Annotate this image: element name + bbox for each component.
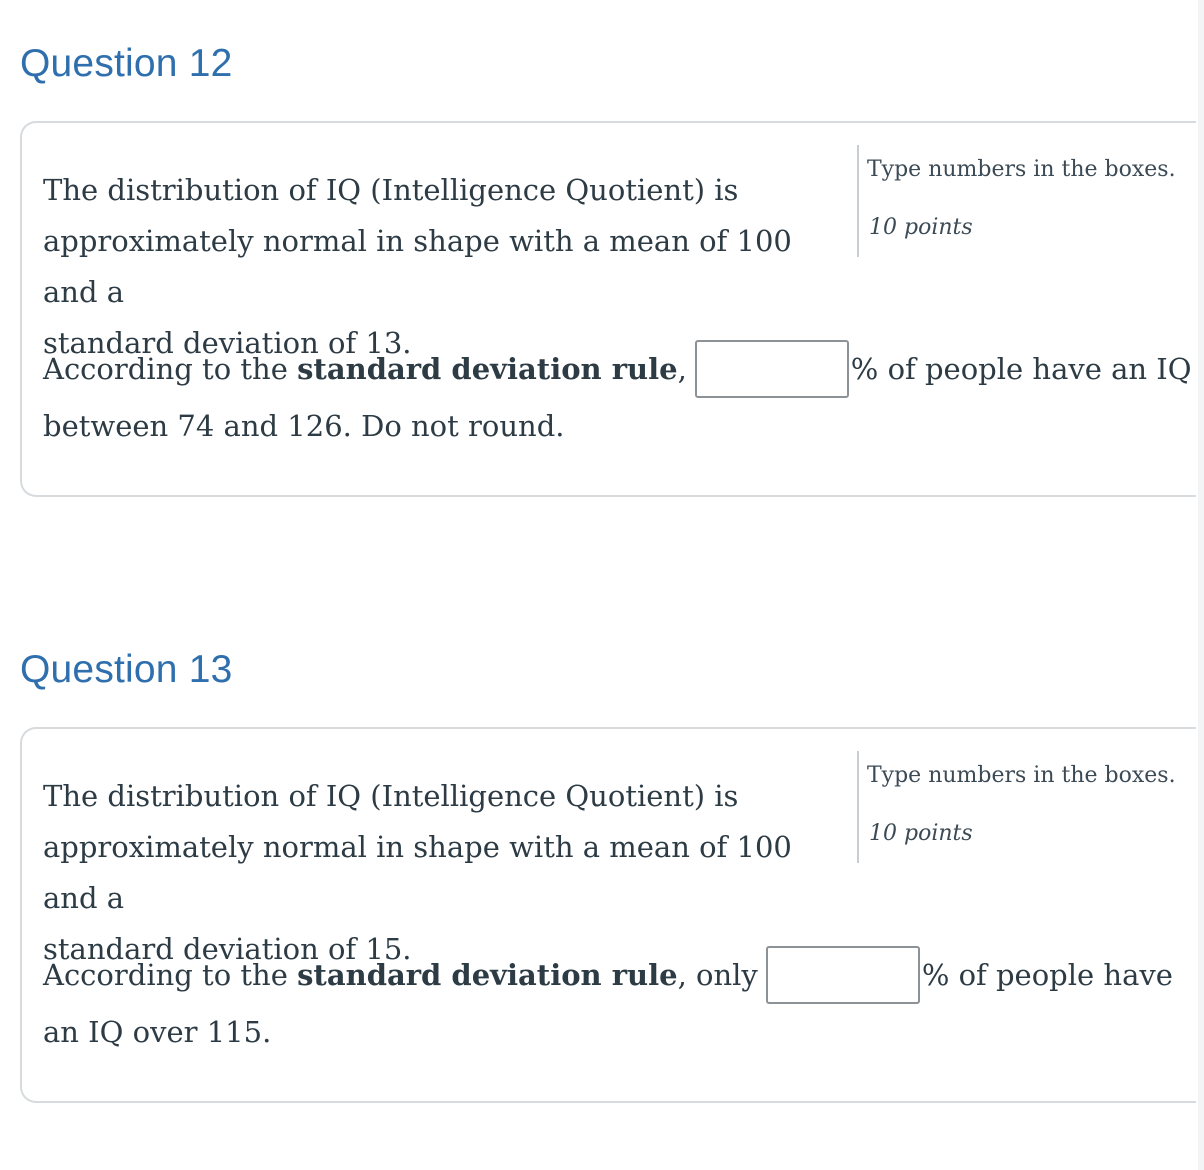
question-13-instructions: Type numbers in the boxes.	[867, 763, 1176, 788]
question-13-prompt-line-2: an IQ over 115.	[43, 1015, 272, 1049]
question-12-prompt-before: According to the	[43, 352, 298, 386]
question-12-stem-line-3: standard deviation of 13.	[43, 326, 412, 360]
question-12-prompt	[43, 338, 1203, 452]
question-13-prompt	[43, 944, 1203, 1058]
question-12-prompt-after-box: % of people have an IQ	[850, 352, 1192, 386]
question-12-stem-line-2: approximately normal in shape with a mean of 100 and a	[43, 224, 792, 309]
question-13-prompt-after-bold: , only	[677, 958, 758, 992]
question-12-prompt-after-bold: ,	[677, 352, 687, 386]
question-13-prompt-bold: standard deviation rule	[297, 958, 678, 992]
page-scrollbar[interactable]	[1198, 0, 1204, 1170]
question-13-stem-line-3: standard deviation of 15.	[43, 932, 412, 966]
question-12-prompt-line-2: between 74 and 126. Do not round.	[43, 409, 565, 443]
question-13-answer-input[interactable]	[766, 946, 920, 1004]
question-12-card	[20, 121, 1196, 497]
question-13-meta	[857, 751, 1187, 863]
question-12-stem-line-1: The distribution of IQ (Intelligence Quotient) is	[43, 173, 739, 207]
question-12-meta	[857, 145, 1187, 257]
question-13-prompt-before: According to the	[43, 958, 298, 992]
question-13-heading: Question 13	[20, 648, 233, 691]
question-12-instructions: Type numbers in the boxes.	[867, 157, 1176, 182]
question-13-stem-line-1: The distribution of IQ (Intelligence Quotient) is	[43, 779, 739, 813]
question-12-points: 10 points	[869, 215, 973, 240]
question-13-stem-line-2: approximately normal in shape with a mean of 100 and a	[43, 830, 792, 915]
question-13-card	[20, 727, 1196, 1103]
question-12-heading: Question 12	[20, 42, 233, 85]
question-12-prompt-bold: standard deviation rule	[297, 352, 678, 386]
question-12-answer-input[interactable]	[695, 340, 849, 398]
question-13-points: 10 points	[869, 821, 973, 846]
question-13-prompt-after-box: % of people have	[921, 958, 1173, 992]
